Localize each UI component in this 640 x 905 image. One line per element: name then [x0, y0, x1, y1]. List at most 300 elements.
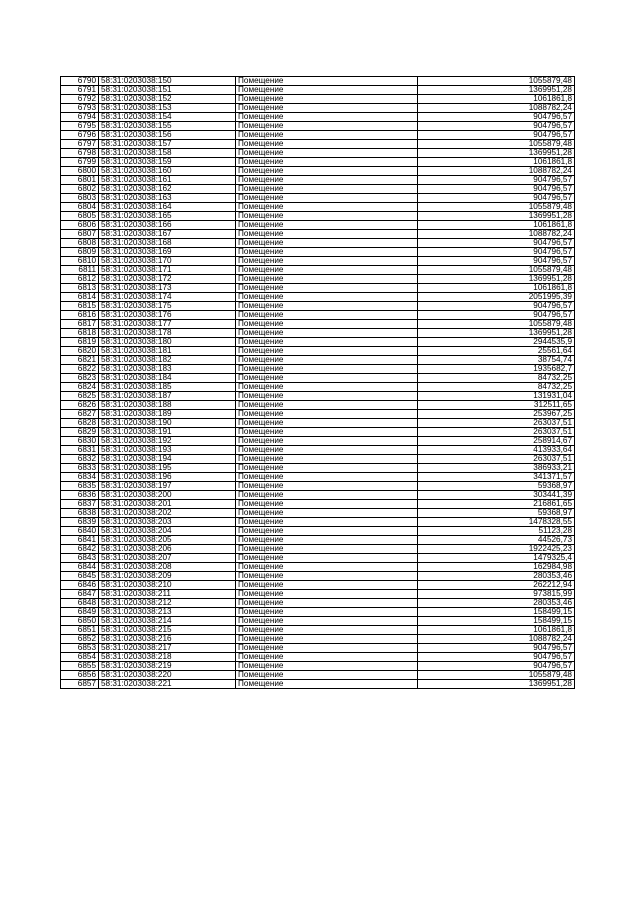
- cadastral-value-cell: 303441,39: [418, 491, 575, 500]
- row-number-cell: 6810: [61, 257, 99, 266]
- object-type-cell: Помещение: [236, 356, 418, 365]
- table-row: [61, 500, 575, 509]
- table-row: [61, 230, 575, 239]
- object-type-cell: Помещение: [236, 644, 418, 653]
- cadastral-value-cell: 263037,51: [418, 455, 575, 464]
- object-type-cell: Помещение: [236, 77, 418, 86]
- cadastral-value-cell: 1055879,48: [418, 77, 575, 86]
- row-number-cell: 6837: [61, 500, 99, 509]
- table-row: [61, 545, 575, 554]
- cadastral-number-cell: 58:31:0203038:156: [99, 131, 236, 140]
- table-row: [61, 374, 575, 383]
- table-row: [61, 149, 575, 158]
- table-row: [61, 383, 575, 392]
- cadastral-value-cell: 1369951,28: [418, 680, 575, 689]
- row-number-cell: 6834: [61, 473, 99, 482]
- row-number-cell: 6827: [61, 410, 99, 419]
- row-number-cell: 6815: [61, 302, 99, 311]
- cadastral-number-cell: 58:31:0203038:169: [99, 248, 236, 257]
- row-number-cell: 6820: [61, 347, 99, 356]
- cadastral-value-cell: 59368,97: [418, 509, 575, 518]
- table-row: [61, 95, 575, 104]
- cadastral-value-cell: 1369951,28: [418, 212, 575, 221]
- cadastral-value-cell: 1061861,8: [418, 158, 575, 167]
- row-number-cell: 6839: [61, 518, 99, 527]
- object-type-cell: Помещение: [236, 185, 418, 194]
- object-type-cell: Помещение: [236, 518, 418, 527]
- object-type-cell: Помещение: [236, 491, 418, 500]
- row-number-cell: 6836: [61, 491, 99, 500]
- row-number-cell: 6806: [61, 221, 99, 230]
- row-number-cell: 6790: [61, 77, 99, 86]
- table-row: [61, 527, 575, 536]
- table-row: [61, 635, 575, 644]
- row-number-cell: 6838: [61, 509, 99, 518]
- object-type-cell: Помещение: [236, 473, 418, 482]
- cadastral-number-cell: 58:31:0203038:162: [99, 185, 236, 194]
- object-type-cell: Помещение: [236, 329, 418, 338]
- row-number-cell: 6828: [61, 419, 99, 428]
- cadastral-value-cell: 162984,98: [418, 563, 575, 572]
- cadastral-value-cell: 1369951,28: [418, 149, 575, 158]
- table-row: [61, 257, 575, 266]
- cadastral-number-cell: 58:31:0203038:195: [99, 464, 236, 473]
- object-type-cell: Помещение: [236, 437, 418, 446]
- table-row: [61, 221, 575, 230]
- cadastral-number-cell: 58:31:0203038:218: [99, 653, 236, 662]
- table-row: [61, 599, 575, 608]
- object-type-cell: Помещение: [236, 680, 418, 689]
- table-row: [61, 590, 575, 599]
- cadastral-number-cell: 58:31:0203038:171: [99, 266, 236, 275]
- row-number-cell: 6850: [61, 617, 99, 626]
- row-number-cell: 6848: [61, 599, 99, 608]
- cadastral-value-cell: 904796,57: [418, 122, 575, 131]
- row-number-cell: 6817: [61, 320, 99, 329]
- cadastral-number-cell: 58:31:0203038:194: [99, 455, 236, 464]
- cadastral-number-cell: 58:31:0203038:165: [99, 212, 236, 221]
- table-row: [61, 428, 575, 437]
- cadastral-value-cell: 1061861,8: [418, 284, 575, 293]
- cadastral-number-cell: 58:31:0203038:213: [99, 608, 236, 617]
- cadastral-number-cell: 58:31:0203038:180: [99, 338, 236, 347]
- table-row: [61, 77, 575, 86]
- object-type-cell: Помещение: [236, 176, 418, 185]
- row-number-cell: 6830: [61, 437, 99, 446]
- object-type-cell: Помещение: [236, 221, 418, 230]
- object-type-cell: Помещение: [236, 527, 418, 536]
- object-type-cell: Помещение: [236, 410, 418, 419]
- object-type-cell: Помещение: [236, 554, 418, 563]
- row-number-cell: 6819: [61, 338, 99, 347]
- table-row: [61, 185, 575, 194]
- cadastral-number-cell: 58:31:0203038:166: [99, 221, 236, 230]
- cadastral-value-cell: 904796,57: [418, 194, 575, 203]
- table-row: [61, 266, 575, 275]
- cadastral-number-cell: 58:31:0203038:153: [99, 104, 236, 113]
- table-row: [61, 482, 575, 491]
- row-number-cell: 6822: [61, 365, 99, 374]
- row-number-cell: 6814: [61, 293, 99, 302]
- row-number-cell: 6823: [61, 374, 99, 383]
- cadastral-number-cell: 58:31:0203038:151: [99, 86, 236, 95]
- table-row: [61, 113, 575, 122]
- row-number-cell: 6840: [61, 527, 99, 536]
- object-type-cell: Помещение: [236, 662, 418, 671]
- object-type-cell: Помещение: [236, 455, 418, 464]
- cadastral-value-cell: 904796,57: [418, 302, 575, 311]
- table-row: [61, 491, 575, 500]
- object-type-cell: Помещение: [236, 104, 418, 113]
- cadastral-value-cell: 84732,25: [418, 383, 575, 392]
- object-type-cell: Помещение: [236, 536, 418, 545]
- table-row: [61, 302, 575, 311]
- cadastral-number-cell: 58:31:0203038:215: [99, 626, 236, 635]
- table-row: [61, 275, 575, 284]
- cadastral-number-cell: 58:31:0203038:202: [99, 509, 236, 518]
- cadastral-value-cell: 1055879,48: [418, 320, 575, 329]
- table-row: [61, 311, 575, 320]
- cadastral-number-cell: 58:31:0203038:174: [99, 293, 236, 302]
- row-number-cell: 6791: [61, 86, 99, 95]
- table-row: [61, 284, 575, 293]
- object-type-cell: Помещение: [236, 113, 418, 122]
- object-type-cell: Помещение: [236, 617, 418, 626]
- cadastral-number-cell: 58:31:0203038:154: [99, 113, 236, 122]
- cadastral-number-cell: 58:31:0203038:219: [99, 662, 236, 671]
- cadastral-value-cell: 904796,57: [418, 653, 575, 662]
- cadastral-number-cell: 58:31:0203038:173: [99, 284, 236, 293]
- cadastral-value-cell: 1088782,24: [418, 167, 575, 176]
- cadastral-number-cell: 58:31:0203038:201: [99, 500, 236, 509]
- object-type-cell: Помещение: [236, 284, 418, 293]
- cadastral-number-cell: 58:31:0203038:176: [99, 311, 236, 320]
- row-number-cell: 6829: [61, 428, 99, 437]
- row-number-cell: 6852: [61, 635, 99, 644]
- cadastral-number-cell: 58:31:0203038:159: [99, 158, 236, 167]
- row-number-cell: 6844: [61, 563, 99, 572]
- table-row: [61, 347, 575, 356]
- table-row: [61, 203, 575, 212]
- row-number-cell: 6835: [61, 482, 99, 491]
- cadastral-number-cell: 58:31:0203038:183: [99, 365, 236, 374]
- object-type-cell: Помещение: [236, 140, 418, 149]
- row-number-cell: 6849: [61, 608, 99, 617]
- row-number-cell: 6831: [61, 446, 99, 455]
- object-type-cell: Помещение: [236, 374, 418, 383]
- object-type-cell: Помещение: [236, 653, 418, 662]
- table-row: [61, 563, 575, 572]
- object-type-cell: Помещение: [236, 338, 418, 347]
- table-row: [61, 581, 575, 590]
- object-type-cell: Помещение: [236, 203, 418, 212]
- row-number-cell: 6798: [61, 149, 99, 158]
- row-number-cell: 6808: [61, 239, 99, 248]
- table-row: [61, 617, 575, 626]
- table-row: [61, 248, 575, 257]
- table-row: [61, 122, 575, 131]
- object-type-cell: Помещение: [236, 608, 418, 617]
- cadastral-number-cell: 58:31:0203038:152: [99, 95, 236, 104]
- table-row: [61, 329, 575, 338]
- row-number-cell: 6793: [61, 104, 99, 113]
- cadastral-value-cell: 216861,65: [418, 500, 575, 509]
- cadastral-value-cell: 904796,57: [418, 662, 575, 671]
- cadastral-number-cell: 58:31:0203038:192: [99, 437, 236, 446]
- row-number-cell: 6853: [61, 644, 99, 653]
- cadastral-value-cell: 253967,25: [418, 410, 575, 419]
- cadastral-number-cell: 58:31:0203038:203: [99, 518, 236, 527]
- cadastral-value-cell: 1922425,23: [418, 545, 575, 554]
- cadastral-value-cell: 312511,65: [418, 401, 575, 410]
- cadastral-number-cell: 58:31:0203038:220: [99, 671, 236, 680]
- object-type-cell: Помещение: [236, 563, 418, 572]
- row-number-cell: 6809: [61, 248, 99, 257]
- object-type-cell: Помещение: [236, 419, 418, 428]
- cadastral-value-cell: 1478328,55: [418, 518, 575, 527]
- object-type-cell: Помещение: [236, 320, 418, 329]
- cadastral-value-cell: 1055879,48: [418, 140, 575, 149]
- cadastral-value-cell: 1088782,24: [418, 635, 575, 644]
- cadastral-value-cell: 904796,57: [418, 113, 575, 122]
- table-row: [61, 662, 575, 671]
- object-type-cell: Помещение: [236, 194, 418, 203]
- table-row: [61, 446, 575, 455]
- cadastral-number-cell: 58:31:0203038:210: [99, 581, 236, 590]
- row-number-cell: 6804: [61, 203, 99, 212]
- row-number-cell: 6816: [61, 311, 99, 320]
- object-type-cell: Помещение: [236, 311, 418, 320]
- cadastral-value-cell: 904796,57: [418, 311, 575, 320]
- cadastral-value-cell: 262212,94: [418, 581, 575, 590]
- object-type-cell: Помещение: [236, 347, 418, 356]
- cadastral-value-cell: 904796,57: [418, 176, 575, 185]
- row-number-cell: 6801: [61, 176, 99, 185]
- cadastral-value-cell: 44526,73: [418, 536, 575, 545]
- cadastral-value-cell: 1061861,8: [418, 95, 575, 104]
- object-type-cell: Помещение: [236, 383, 418, 392]
- cadastral-number-cell: 58:31:0203038:197: [99, 482, 236, 491]
- cadastral-number-cell: 58:31:0203038:178: [99, 329, 236, 338]
- cadastral-number-cell: 58:31:0203038:177: [99, 320, 236, 329]
- object-type-cell: Помещение: [236, 248, 418, 257]
- table-row: [61, 419, 575, 428]
- cadastral-number-cell: 58:31:0203038:150: [99, 77, 236, 86]
- cadastral-value-cell: 25561,64: [418, 347, 575, 356]
- cadastral-value-cell: 1061861,8: [418, 626, 575, 635]
- cadastral-value-cell: 263037,51: [418, 428, 575, 437]
- cadastral-value-cell: 413933,64: [418, 446, 575, 455]
- object-type-cell: Помещение: [236, 212, 418, 221]
- row-number-cell: 6855: [61, 662, 99, 671]
- table-row: [61, 104, 575, 113]
- object-type-cell: Помещение: [236, 572, 418, 581]
- row-number-cell: 6803: [61, 194, 99, 203]
- cadastral-value-cell: 51123,28: [418, 527, 575, 536]
- object-type-cell: Помещение: [236, 239, 418, 248]
- cadastral-value-cell: 1055879,48: [418, 266, 575, 275]
- cadastral-number-cell: 58:31:0203038:157: [99, 140, 236, 149]
- row-number-cell: 6805: [61, 212, 99, 221]
- cadastral-number-cell: 58:31:0203038:209: [99, 572, 236, 581]
- cadastral-number-cell: 58:31:0203038:190: [99, 419, 236, 428]
- object-type-cell: Помещение: [236, 275, 418, 284]
- cadastral-value-cell: 158499,15: [418, 617, 575, 626]
- row-number-cell: 6812: [61, 275, 99, 284]
- object-type-cell: Помещение: [236, 509, 418, 518]
- table-row: [61, 293, 575, 302]
- cadastral-value-cell: 280353,46: [418, 599, 575, 608]
- cadastral-number-cell: 58:31:0203038:164: [99, 203, 236, 212]
- cadastral-number-cell: 58:31:0203038:216: [99, 635, 236, 644]
- cadastral-number-cell: 58:31:0203038:193: [99, 446, 236, 455]
- row-number-cell: 6847: [61, 590, 99, 599]
- object-type-cell: Помещение: [236, 392, 418, 401]
- cadastral-number-cell: 58:31:0203038:205: [99, 536, 236, 545]
- cadastral-number-cell: 58:31:0203038:200: [99, 491, 236, 500]
- row-number-cell: 6807: [61, 230, 99, 239]
- cadastral-value-cell: 1369951,28: [418, 329, 575, 338]
- row-number-cell: 6799: [61, 158, 99, 167]
- cadastral-value-cell: 973815,99: [418, 590, 575, 599]
- row-number-cell: 6857: [61, 680, 99, 689]
- object-type-cell: Помещение: [236, 158, 418, 167]
- object-type-cell: Помещение: [236, 545, 418, 554]
- cadastral-value-cell: 38754,74: [418, 356, 575, 365]
- table-row: [61, 140, 575, 149]
- table-row: [61, 509, 575, 518]
- row-number-cell: 6811: [61, 266, 99, 275]
- object-type-cell: Помещение: [236, 131, 418, 140]
- cadastral-value-cell: 904796,57: [418, 131, 575, 140]
- cadastral-number-cell: 58:31:0203038:211: [99, 590, 236, 599]
- cadastral-value-table: [60, 76, 575, 689]
- object-type-cell: Помещение: [236, 626, 418, 635]
- table-row: [61, 626, 575, 635]
- cadastral-value-cell: 1055879,48: [418, 203, 575, 212]
- cadastral-value-cell: 904796,57: [418, 239, 575, 248]
- row-number-cell: 6832: [61, 455, 99, 464]
- row-number-cell: 6800: [61, 167, 99, 176]
- row-number-cell: 6802: [61, 185, 99, 194]
- object-type-cell: Помещение: [236, 122, 418, 131]
- cadastral-value-cell: 1479325,4: [418, 554, 575, 563]
- table-row: [61, 410, 575, 419]
- cadastral-value-cell: 1088782,24: [418, 230, 575, 239]
- table-row: [61, 131, 575, 140]
- cadastral-value-cell: 158499,15: [418, 608, 575, 617]
- object-type-cell: Помещение: [236, 590, 418, 599]
- table-row: [61, 212, 575, 221]
- row-number-cell: 6851: [61, 626, 99, 635]
- cadastral-number-cell: 58:31:0203038:160: [99, 167, 236, 176]
- table-row: [61, 365, 575, 374]
- cadastral-value-cell: 904796,57: [418, 248, 575, 257]
- object-type-cell: Помещение: [236, 401, 418, 410]
- table-row: [61, 473, 575, 482]
- cadastral-number-cell: 58:31:0203038:221: [99, 680, 236, 689]
- cadastral-number-cell: 58:31:0203038:196: [99, 473, 236, 482]
- row-number-cell: 6818: [61, 329, 99, 338]
- cadastral-number-cell: 58:31:0203038:161: [99, 176, 236, 185]
- cadastral-value-cell: 258914,67: [418, 437, 575, 446]
- row-number-cell: 6794: [61, 113, 99, 122]
- object-type-cell: Помещение: [236, 293, 418, 302]
- table-row: [61, 680, 575, 689]
- cadastral-value-cell: 1935682,7: [418, 365, 575, 374]
- object-type-cell: Помещение: [236, 428, 418, 437]
- table-row: [61, 608, 575, 617]
- object-type-cell: Помещение: [236, 266, 418, 275]
- cadastral-number-cell: 58:31:0203038:217: [99, 644, 236, 653]
- cadastral-value-cell: 59368,97: [418, 482, 575, 491]
- object-type-cell: Помещение: [236, 257, 418, 266]
- row-number-cell: 6796: [61, 131, 99, 140]
- cadastral-number-cell: 58:31:0203038:189: [99, 410, 236, 419]
- table-row: [61, 572, 575, 581]
- object-type-cell: Помещение: [236, 167, 418, 176]
- cadastral-number-cell: 58:31:0203038:170: [99, 257, 236, 266]
- table-row: [61, 194, 575, 203]
- cadastral-value-cell: 1369951,28: [418, 275, 575, 284]
- row-number-cell: 6856: [61, 671, 99, 680]
- cadastral-value-cell: 1061861,8: [418, 221, 575, 230]
- cadastral-number-cell: 58:31:0203038:172: [99, 275, 236, 284]
- cadastral-value-cell: 904796,57: [418, 185, 575, 194]
- table-row: [61, 554, 575, 563]
- table-row: [61, 518, 575, 527]
- object-type-cell: Помещение: [236, 464, 418, 473]
- row-number-cell: 6833: [61, 464, 99, 473]
- cadastral-value-cell: 2051995,39: [418, 293, 575, 302]
- table-row: [61, 653, 575, 662]
- cadastral-value-cell: 131931,04: [418, 392, 575, 401]
- table-row: [61, 356, 575, 365]
- table-row: [61, 401, 575, 410]
- row-number-cell: 6843: [61, 554, 99, 563]
- cadastral-number-cell: 58:31:0203038:214: [99, 617, 236, 626]
- object-type-cell: Помещение: [236, 230, 418, 239]
- row-number-cell: 6797: [61, 140, 99, 149]
- row-number-cell: 6842: [61, 545, 99, 554]
- row-number-cell: 6845: [61, 572, 99, 581]
- cadastral-number-cell: 58:31:0203038:188: [99, 401, 236, 410]
- row-number-cell: 6841: [61, 536, 99, 545]
- row-number-cell: 6813: [61, 284, 99, 293]
- table-row: [61, 176, 575, 185]
- cadastral-value-cell: 1055879,48: [418, 671, 575, 680]
- table-row: [61, 644, 575, 653]
- row-number-cell: 6854: [61, 653, 99, 662]
- row-number-cell: 6792: [61, 95, 99, 104]
- object-type-cell: Помещение: [236, 302, 418, 311]
- object-type-cell: Помещение: [236, 500, 418, 509]
- table-row: [61, 455, 575, 464]
- object-type-cell: Помещение: [236, 635, 418, 644]
- table-row: [61, 86, 575, 95]
- cadastral-value-cell: 84732,25: [418, 374, 575, 383]
- object-type-cell: Помещение: [236, 599, 418, 608]
- object-type-cell: Помещение: [236, 581, 418, 590]
- object-type-cell: Помещение: [236, 149, 418, 158]
- cadastral-number-cell: 58:31:0203038:207: [99, 554, 236, 563]
- cadastral-number-cell: 58:31:0203038:175: [99, 302, 236, 311]
- cadastral-value-cell: 341371,57: [418, 473, 575, 482]
- cadastral-number-cell: 58:31:0203038:181: [99, 347, 236, 356]
- object-type-cell: Помещение: [236, 365, 418, 374]
- object-type-cell: Помещение: [236, 446, 418, 455]
- table-row: [61, 464, 575, 473]
